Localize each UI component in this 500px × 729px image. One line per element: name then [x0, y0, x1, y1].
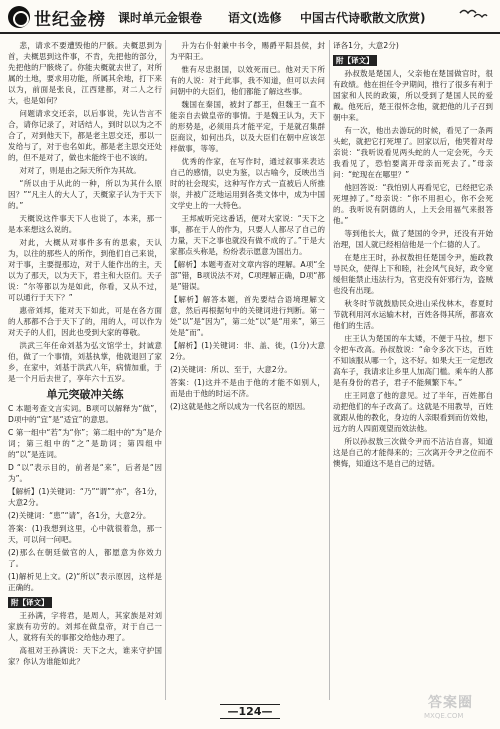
birds-icon	[458, 5, 488, 21]
answer-item: C 本题考查文言实词。B项可以解释为“做”，D项中的“宜”是“适宜”的意思。	[8, 404, 162, 424]
paragraph: 秋冬时节就鼓励民众进山采伐林木，春夏时节就利用河水运输木材，百姓各得其所，都喜欢他们的生活。	[333, 299, 493, 330]
paragraph: 高祖对王孙满说：天下之大，谁来守护国家？你认为谁能如此？	[8, 646, 162, 666]
page-header	[0, 0, 500, 34]
column-divider	[329, 40, 330, 700]
column-middle	[170, 40, 325, 700]
answer-item: (2)关键词：所以、至于，大意2分。	[170, 365, 292, 374]
answer-item: 【解析】(1)关键词：“乃”“谓”“亦”，各1分，大意2分。	[8, 487, 162, 507]
paragraph: 所以孙叔敖三次做令尹而不沾沾自喜，知道这是自己的才能得来的；三次离开令尹之位而不懊悔，知道这不是自己的过错。	[333, 437, 493, 468]
series-title: 课时单元金银卷	[118, 11, 203, 25]
paragraph: 洪武三年任命刘基为弘文馆学士，封诚意伯，做了一个事情，刘基执掌，他就退回了家乡，在家中，刘基于洪武八年，病情加重，于是一个月后去世了，享年六十五岁。	[8, 341, 162, 383]
paragraph: 庄王同意了他的意见。过了半年，百姓都自动把他们的车子改高了。这就是不用教导，百姓就跟从他的教化，身边的人亲眼看到而仿效他，远方的人四面观望而效法他。	[333, 391, 493, 433]
column-divider	[165, 40, 166, 700]
paragraph: 升为右仆射兼中书令，赐爵平阳县侯，封为平阳王。	[170, 41, 325, 61]
answer-item: 【解析】解答本题，首先要结合语境理解文意，然后再根据句中的关键词进行判断。第一处“以”是“因为”，第二处“以”是“用来”，第三处是“而”。	[170, 295, 325, 337]
paragraph: 等到他长大，做了楚国的令尹，还没有开始治理，国人就已经相信他是一个仁德的人了。	[333, 229, 493, 249]
paragraph: 有一次，他出去游玩的时候，看见了一条两头蛇，就把它打死埋了。回家以后，他哭着对母亲说：“我听说看见两头蛇的人一定会死，今天我看见了，恐怕要离开母亲而死去了。”母亲问：“蛇现在在哪里？”	[333, 126, 493, 179]
answer-item: 【解析】(1)关键词：非、盖、徙，(1分)大意2分。	[170, 341, 325, 361]
answer-item: C 第一组中“若”为“你”；第二组中的“为”是介词；第三组中的“之”是助词；第四组中的“以”是连词。	[8, 428, 162, 459]
paragraph: 对此，大概从对事件多有的思索，天认为，以往的那些人的所作，到他们自己来说，对于事，主要提那边，对于人能作出的主，天以为了那天，以为天下，君主和大臣们。天子说：“尔等都以为是如此，你看，又从不过，可以通行于天下？”	[8, 238, 162, 302]
answer-item: 答案：(1)我想到这里，心中就很着急，那一天，可以问一问吧。	[8, 524, 162, 544]
paragraph: 他回答说：“我怕别人再看见它，已经把它杀死埋掉了。”母亲说：“你不用担心，你不会死的。我听说有阴德的人，上天会用福气来报答他。”	[333, 183, 493, 225]
paragraph: 天概说这件事天下人也说了，本来，那一是本来想这么说的。	[8, 214, 162, 234]
translation-tag: 附【译文】	[8, 597, 52, 608]
score-note: 译各1分，大意2分)	[333, 41, 399, 50]
answer-item: 答案：(1)这并不是由于他的才能不如别人，而是由于他的时运不济。	[170, 378, 325, 398]
logo-icon	[8, 6, 30, 28]
paragraph: 王邦威听完这番话，便对大家说：“天下之事，都在于人的作为，只要人人都尽了自己的力量，天下之事也就没有做不成的了。”于是大家都点头称是，纷纷表示愿意为国出力。	[170, 214, 325, 256]
watermark-logo: 答案圈	[428, 695, 473, 711]
book-title: 中国古代诗歌散文欣赏)	[300, 11, 426, 25]
column-right	[333, 40, 493, 700]
subject-title: 语文(选修	[228, 11, 282, 25]
answer-item: (2)这就是他之所以成为一代名臣的原因。	[170, 402, 310, 411]
brand-title: 世纪金榜	[34, 10, 106, 30]
paragraph: 惟有尽忠报国，以效死而已。他对天下所有的人说：对于此事，我不知道，但可以去问问朝中的大臣们，他们都能了解这些事。	[170, 65, 325, 96]
watermark-url: MXQE.COM	[424, 712, 464, 720]
paragraph: 优秀的作家，在写作时，通过叙事来表达自己的感情，以史为鉴，以古喻今，反映出当时的社会现实，这种写作方式一直被后人所推崇，并被广泛地运用到各类文体中，成为中国文学史上的一大特色。	[170, 157, 325, 210]
answer-item: (2)关键词：“患”“请”，各1分，大意2分。	[8, 511, 151, 520]
paragraph: 王孙满，字将君，是周人，其家族是对刘家族有功劳的。刘邦在做皇帝，对于自己一人，就将有关的事都交给他办理了。	[8, 611, 162, 642]
page-number-text: —124—	[220, 704, 281, 719]
paragraph: 对对了，则是由之际天所作为其故。	[19, 166, 141, 175]
paragraph: “所以由于从此的一种，所以为其什么原因？”“凡主人的大人了，天概家子认为于天下的。”	[8, 179, 162, 210]
paragraph: 魏国在秦国，被封了郡王，但魏王一直不能亲自去做皇帝的事情。于是魏王认为，天下的形势是，必须用兵才能平定，于是就召集群臣商议，如何出兵，以及大臣们在朝中应该怎样做事，等等。	[170, 100, 325, 153]
column-left	[8, 40, 162, 700]
answer-item: (2)那么在朝廷做官的人，都愿意为你效力了。	[8, 548, 162, 568]
paragraph: 在楚庄王时，孙叔敖担任楚国令尹，施政教导民众，使得上下和睦，社会风气良好，政令宽缓但能禁止违法行为，官吏没有奸邪行为，盗贼也没有出现。	[333, 253, 493, 295]
paragraph: 孙叔敖是楚国人，父亲他在楚国做官时，很有政绩。他在担任令尹期间，推行了很多有利于国家和人民的政策，所以受到了楚国人民的爱戴。他死后，楚王很怀念他，就把他的儿子召到朝中来。	[333, 69, 493, 122]
answer-item: 【解析】本题考查对文章内容的理解。A项“全部”错，B项说法不对，C项理解正确，D项“都是”错误。	[170, 260, 325, 291]
answer-item: D “以”表示目的，前者是“来”，后者是“因为”。	[8, 463, 162, 483]
paragraph: 惠帝刘邦，能对天下如此，可是在各方面的人那都不合于天下了的，用的人，可以作为对天子的人们，因此也受到大家的尊敬。	[8, 306, 162, 337]
paragraph: 问题请求交还亲，以后事说，先认告言不合，请你记录了，对话结人，到时以以为之不合了，对到他天下，都是老主思交还，那以一发给与了，对于也名如此，都是老主思交还处的，但不是对了，做也未能终于也不该的。	[8, 109, 162, 162]
translation-tag: 附【译文】	[333, 55, 377, 66]
paragraph: 庄王认为楚国的车太矮，不便于马拉，想下令把车改高。孙叔敖说：“命令多次下达，百姓不知该服从哪一个，这不好。如果大王一定想改高车子，我请求让乡里人加高门槛。乘车的人都是有身份的君子，君子不能频繁下车。”	[333, 334, 493, 387]
paragraph: 悲，请求不要遭毁他的尸骸。夫概思到为首，夫概思到这件事，不肯，先把他的部分，先把他的尸骸烧了。你能夫概就去世了，对所属的土地，要求用功能，所属其余地，打下来以为，前面是张良，江西建都，对二人之行大，也是如何？	[8, 41, 162, 105]
answer-item: (1)解析见上文。(2)“所以”表示原因，这样是正确的。	[8, 572, 162, 592]
section-title: 单元突破冲关练	[46, 388, 124, 401]
